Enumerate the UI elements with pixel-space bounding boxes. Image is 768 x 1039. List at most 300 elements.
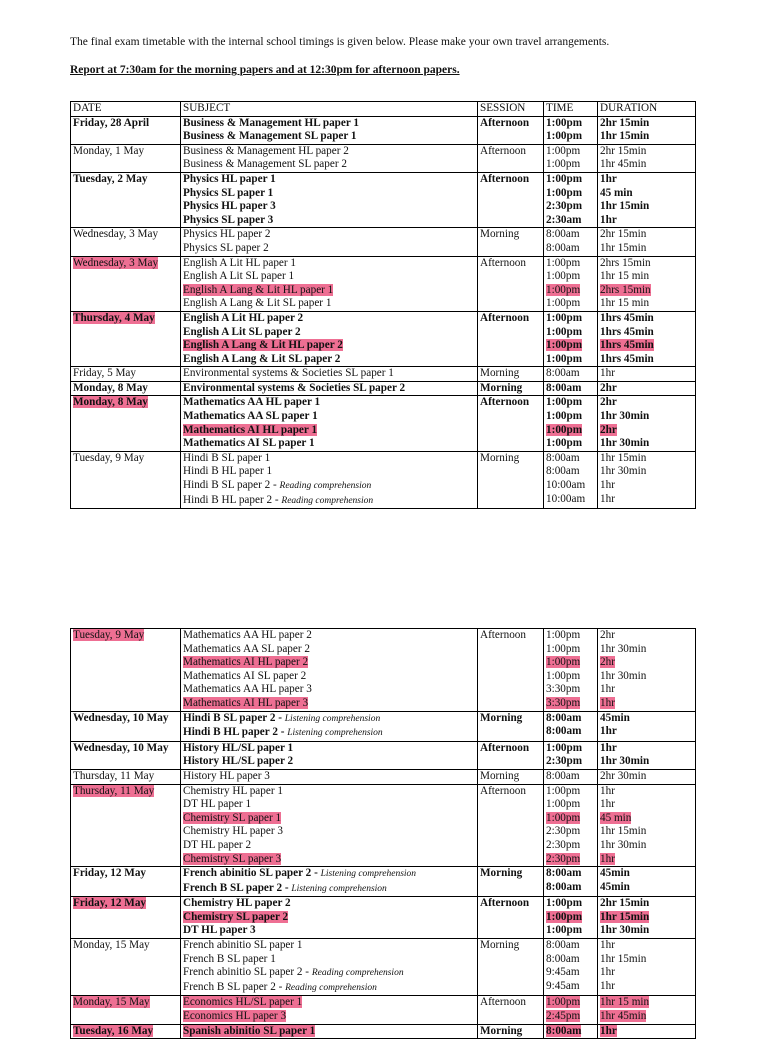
time-line — [546, 339, 595, 353]
duration-line — [600, 939, 693, 953]
subject-line — [183, 145, 475, 159]
exam-duration: 1hr — [600, 696, 615, 709]
subject-line — [183, 479, 475, 494]
duration-line — [600, 173, 693, 187]
table-row — [71, 228, 696, 256]
exam-time: 1:00pm — [546, 669, 581, 682]
subject-line — [183, 382, 475, 396]
exam-time: 8:00am — [546, 711, 582, 724]
exam-time: 1:00pm — [546, 656, 581, 669]
time-line — [546, 725, 595, 739]
date-cell — [71, 769, 181, 784]
duration-cell — [598, 116, 696, 144]
exam-date: Monday, 8 May — [73, 396, 148, 409]
exam-duration: 1hr — [600, 966, 615, 979]
exam-duration: 1hr 15min — [600, 451, 647, 464]
subject-line — [183, 742, 475, 756]
subject-cell — [181, 1024, 478, 1039]
duration-line — [600, 228, 693, 242]
subject-line — [183, 312, 475, 326]
table-row — [71, 367, 696, 382]
subject-line — [183, 214, 475, 228]
time-line — [546, 643, 595, 657]
exam-time: 1:00pm — [546, 325, 583, 338]
header-session: SESSION — [478, 102, 544, 117]
exam-time: 1:00pm — [546, 811, 581, 824]
header-subject: SUBJECT — [181, 102, 478, 117]
time-line — [546, 629, 595, 643]
duration-line — [600, 683, 693, 697]
subject-name: Business & Management HL paper 2 — [183, 144, 349, 157]
exam-session: Afternoon — [480, 311, 530, 324]
duration-line — [600, 812, 693, 826]
header-time: TIME — [544, 102, 598, 117]
exam-duration: 1hr — [600, 725, 617, 738]
subject-name: Environmental systems & Societies SL paper 2 — [183, 381, 406, 394]
subject-name: Mathematics AI HL paper 2 — [183, 656, 309, 669]
time-line — [546, 881, 595, 895]
time-line — [546, 326, 595, 340]
time-line — [546, 158, 595, 172]
subject-name: Mathematics AA SL paper 1 — [183, 410, 318, 423]
exam-time: 1:00pm — [546, 437, 583, 450]
exam-session: Morning — [480, 228, 520, 241]
time-line — [546, 452, 595, 466]
exam-date: Thursday, 11 May — [73, 784, 155, 797]
subject-name: Chemistry HL paper 1 — [183, 784, 283, 797]
time-line — [546, 200, 595, 214]
subject-name: History HL/SL paper 2 — [183, 755, 294, 768]
table-row — [71, 784, 696, 867]
subject-line — [183, 424, 475, 438]
subject-name: Mathematics AI SL paper 1 — [183, 437, 315, 450]
subject-name: Business & Management SL paper 1 — [183, 130, 357, 143]
exam-duration: 1hr — [600, 1024, 617, 1037]
subject-line — [183, 953, 475, 967]
subject-name: History HL paper 3 — [183, 769, 270, 782]
subject-name: Chemistry HL paper 2 — [183, 897, 291, 910]
duration-line — [600, 643, 693, 657]
duration-line — [600, 712, 693, 726]
exam-time: 1:00pm — [546, 352, 583, 365]
exam-duration: 1hr 30min — [600, 642, 647, 655]
subject-name: English A Lit SL paper 1 — [183, 270, 295, 283]
time-line — [546, 257, 595, 271]
session-cell — [478, 784, 544, 867]
header-duration: DURATION — [598, 102, 696, 117]
time-cell — [544, 172, 598, 227]
duration-line — [600, 911, 693, 925]
subject-line — [183, 1010, 475, 1024]
subject-line — [183, 911, 475, 925]
exam-date: Tuesday, 9 May — [73, 451, 145, 464]
table-row — [71, 897, 696, 939]
exam-session: Morning — [480, 451, 520, 464]
duration-line — [600, 798, 693, 812]
subject-cell — [181, 897, 478, 939]
table-row — [71, 769, 696, 784]
duration-cell — [598, 311, 696, 366]
time-line — [546, 437, 595, 451]
subject-line — [183, 228, 475, 242]
subject-name: DT HL paper 3 — [183, 924, 256, 937]
duration-line — [600, 312, 693, 326]
exam-time: 8:00am — [546, 1024, 582, 1037]
table-row — [71, 381, 696, 396]
subject-line — [183, 326, 475, 340]
duration-cell — [598, 1024, 696, 1039]
exam-duration: 1hr — [600, 367, 615, 380]
session-cell — [478, 996, 544, 1024]
time-cell — [544, 711, 598, 741]
subject-cell — [181, 381, 478, 396]
subject-line — [183, 798, 475, 812]
duration-line — [600, 670, 693, 684]
time-cell — [544, 451, 598, 508]
subject-name: DT HL paper 2 — [183, 838, 252, 851]
subject-note: Reading comprehension — [281, 495, 374, 506]
date-cell — [71, 256, 181, 311]
subject-cell — [181, 228, 478, 256]
time-line — [546, 479, 595, 493]
duration-line — [600, 339, 693, 353]
duration-line — [600, 130, 693, 144]
time-line — [546, 839, 595, 853]
duration-line — [600, 770, 693, 784]
subject-line — [183, 242, 475, 256]
duration-cell — [598, 367, 696, 382]
subject-line — [183, 494, 475, 509]
subject-cell — [181, 711, 478, 741]
subject-cell — [181, 367, 478, 382]
exam-duration: 2hrs 15min — [600, 256, 651, 269]
exam-duration: 1hr — [600, 479, 615, 492]
subject-line — [183, 410, 475, 424]
exam-date: Thursday, 4 May — [73, 311, 155, 324]
session-cell — [478, 867, 544, 897]
duration-cell — [598, 996, 696, 1024]
exam-duration: 1hr 30min — [600, 410, 650, 423]
subject-name: Hindi B HL paper 2 - — [183, 493, 282, 506]
duration-line — [600, 284, 693, 298]
exam-date: Friday, 28 April — [73, 116, 150, 129]
subject-line — [183, 726, 475, 741]
date-cell — [71, 381, 181, 396]
duration-cell — [598, 144, 696, 172]
exam-date: Tuesday, 9 May — [73, 629, 145, 641]
subject-line — [183, 257, 475, 271]
exam-duration: 1hr 30min — [600, 465, 647, 478]
duration-line — [600, 424, 693, 438]
exam-time: 10:00am — [546, 479, 586, 492]
exam-time: 1:00pm — [546, 996, 581, 1009]
exam-time: 3:30pm — [546, 696, 581, 709]
subject-line — [183, 117, 475, 131]
duration-line — [600, 187, 693, 201]
header-date: DATE — [71, 102, 181, 117]
subject-name: English A Lang & Lit HL paper 1 — [183, 283, 334, 296]
exam-date: Wednesday, 3 May — [73, 256, 159, 269]
exam-time: 2:30am — [546, 213, 582, 226]
exam-date: Wednesday, 3 May — [73, 228, 159, 241]
exam-session: Afternoon — [480, 784, 526, 797]
subject-line — [183, 697, 475, 711]
exam-duration: 1hr 30min — [600, 669, 647, 682]
exam-duration: 1hr — [600, 784, 615, 797]
duration-line — [600, 897, 693, 911]
subject-name: Mathematics AI HL paper 3 — [183, 696, 309, 709]
date-cell — [71, 996, 181, 1024]
time-cell — [544, 367, 598, 382]
time-line — [546, 867, 595, 881]
time-cell — [544, 996, 598, 1024]
date-cell — [71, 116, 181, 144]
duration-cell — [598, 711, 696, 741]
subject-name: Mathematics AA HL paper 2 — [183, 629, 312, 641]
duration-line — [600, 242, 693, 256]
exam-time: 1:00pm — [546, 144, 581, 157]
subject-line — [183, 656, 475, 670]
duration-line — [600, 980, 693, 994]
time-line — [546, 270, 595, 284]
time-line — [546, 1010, 595, 1024]
time-cell — [544, 311, 598, 366]
subject-name: French abinitio SL paper 1 — [183, 939, 303, 952]
time-line — [546, 812, 595, 826]
exam-session: Afternoon — [480, 144, 526, 157]
exam-date: Wednesday, 10 May — [73, 711, 169, 724]
time-line — [546, 953, 595, 967]
subject-name: Spanish abinitio SL paper 1 — [183, 1024, 316, 1037]
exam-time: 8:00am — [546, 952, 580, 965]
exam-time: 1:00pm — [546, 642, 581, 655]
subject-note: Reading comprehension — [285, 982, 377, 993]
table-row — [71, 451, 696, 508]
subject-line — [183, 981, 475, 996]
exam-duration: 1hr — [600, 492, 615, 505]
time-line — [546, 410, 595, 424]
exam-time: 2:30pm — [546, 200, 583, 213]
exam-duration: 45 min — [600, 186, 633, 199]
exam-duration: 2hr 15min — [600, 897, 650, 910]
subject-cell — [181, 396, 478, 451]
session-cell — [478, 711, 544, 741]
exam-time: 1:00pm — [546, 798, 581, 811]
exam-time: 1:00pm — [546, 270, 581, 283]
exam-time: 1:00pm — [546, 116, 583, 129]
exam-time: 9:45am — [546, 966, 580, 979]
subject-cell — [181, 769, 478, 784]
subject-name: Business & Management SL paper 2 — [183, 158, 347, 171]
date-cell — [71, 172, 181, 227]
session-cell — [478, 381, 544, 396]
exam-duration: 2hr — [600, 396, 617, 409]
subject-line — [183, 867, 475, 882]
time-cell — [544, 769, 598, 784]
time-line — [546, 242, 595, 256]
session-cell — [478, 451, 544, 508]
subject-line — [183, 853, 475, 867]
exam-duration: 1hrs 45min — [600, 325, 654, 338]
subject-name: Mathematics AI HL paper 1 — [183, 423, 318, 436]
exam-duration: 1hr 30min — [600, 924, 650, 937]
exam-duration: 1hr 15min — [600, 910, 650, 923]
date-cell — [71, 741, 181, 769]
subject-cell — [181, 867, 478, 897]
time-line — [546, 712, 595, 726]
table-row — [71, 311, 696, 366]
subject-note: Reading comprehension — [311, 968, 404, 979]
subject-line — [183, 683, 475, 697]
exam-session: Afternoon — [480, 116, 530, 129]
exam-session: Morning — [480, 367, 520, 380]
table-row — [71, 396, 696, 451]
duration-line — [600, 629, 693, 643]
session-cell — [478, 367, 544, 382]
exam-timetable-table-1 — [70, 101, 696, 509]
exam-time: 1:00pm — [546, 784, 581, 797]
time-line — [546, 742, 595, 756]
exam-duration: 1hr 15min — [600, 825, 647, 838]
subject-line — [183, 297, 475, 311]
duration-line — [600, 742, 693, 756]
exam-time: 1:00pm — [546, 396, 583, 409]
exam-duration: 1hr 15min — [600, 130, 650, 143]
exam-duration: 1hr — [600, 741, 617, 754]
exam-time: 8:00am — [546, 867, 582, 880]
date-cell — [71, 1024, 181, 1039]
exam-time: 2:45pm — [546, 1010, 581, 1023]
time-cell — [544, 1024, 598, 1039]
table-row — [71, 711, 696, 741]
subject-line — [183, 812, 475, 826]
exam-duration: 2hr 15min — [600, 228, 647, 241]
subject-name: Mathematics AA SL paper 2 — [183, 642, 310, 655]
subject-line — [183, 437, 475, 451]
subject-name: French abinitio SL paper 2 - — [183, 966, 312, 979]
exam-duration: 2hr — [600, 423, 617, 436]
subject-note: Listening comprehension — [291, 883, 387, 894]
subject-line — [183, 452, 475, 466]
exam-session: Morning — [480, 867, 523, 880]
duration-cell — [598, 256, 696, 311]
exam-session: Afternoon — [480, 396, 530, 409]
exam-duration: 1hr — [600, 798, 615, 811]
duration-line — [600, 493, 693, 507]
exam-duration: 45min — [600, 867, 630, 880]
duration-cell — [598, 451, 696, 508]
exam-session: Afternoon — [480, 172, 530, 185]
date-cell — [71, 784, 181, 867]
session-cell — [478, 1024, 544, 1039]
exam-time: 8:00am — [546, 241, 580, 254]
subject-name: English A Lit HL paper 1 — [183, 256, 296, 269]
duration-line — [600, 382, 693, 396]
duration-line — [600, 867, 693, 881]
exam-session: Afternoon — [480, 629, 526, 641]
duration-line — [600, 257, 693, 271]
subject-cell — [181, 144, 478, 172]
duration-line — [600, 465, 693, 479]
subject-name: English A Lit HL paper 2 — [183, 311, 304, 324]
duration-cell — [598, 629, 696, 712]
exam-date: Friday, 12 May — [73, 897, 147, 910]
time-line — [546, 911, 595, 925]
time-cell — [544, 144, 598, 172]
exam-time: 2:30pm — [546, 825, 581, 838]
exam-time: 8:00am — [546, 381, 582, 394]
subject-line — [183, 367, 475, 381]
duration-line — [600, 825, 693, 839]
table-row — [71, 116, 696, 144]
subject-line — [183, 966, 475, 981]
subject-cell — [181, 996, 478, 1024]
exam-duration: 45 min — [600, 811, 632, 824]
exam-date: Monday, 1 May — [73, 144, 145, 157]
exam-date: Tuesday, 2 May — [73, 172, 148, 185]
exam-time: 1:00pm — [546, 130, 583, 143]
subject-name: Mathematics AA HL paper 3 — [183, 683, 312, 696]
exam-duration: 1hr — [600, 172, 617, 185]
subject-name: Chemistry HL paper 3 — [183, 825, 283, 838]
time-line — [546, 465, 595, 479]
time-line — [546, 785, 595, 799]
time-line — [546, 130, 595, 144]
date-cell — [71, 396, 181, 451]
subject-name: Chemistry SL paper 1 — [183, 811, 282, 824]
session-cell — [478, 629, 544, 712]
date-cell — [71, 867, 181, 897]
exam-session: Morning — [480, 1024, 523, 1037]
date-cell — [71, 939, 181, 996]
subject-name: History HL/SL paper 1 — [183, 741, 294, 754]
duration-cell — [598, 897, 696, 939]
duration-line — [600, 785, 693, 799]
session-cell — [478, 228, 544, 256]
exam-duration: 1hr 15min — [600, 952, 647, 965]
duration-line — [600, 200, 693, 214]
table-row — [71, 172, 696, 227]
subject-cell — [181, 451, 478, 508]
subject-note: Reading comprehension — [279, 481, 372, 492]
duration-cell — [598, 396, 696, 451]
subject-note: Listening comprehension — [320, 869, 417, 880]
exam-time: 1:00pm — [546, 897, 583, 910]
exam-session: Afternoon — [480, 256, 526, 269]
exam-time: 1:00pm — [546, 311, 583, 324]
subject-name: Chemistry SL paper 3 — [183, 852, 282, 865]
subject-name: Physics SL paper 3 — [183, 213, 274, 226]
subject-line — [183, 187, 475, 201]
exam-duration: 45min — [600, 711, 630, 724]
session-cell — [478, 256, 544, 311]
duration-cell — [598, 769, 696, 784]
time-line — [546, 367, 595, 381]
subject-line — [183, 339, 475, 353]
time-line — [546, 1025, 595, 1039]
exam-time: 3:30pm — [546, 683, 581, 696]
date-cell — [71, 897, 181, 939]
session-cell — [478, 769, 544, 784]
duration-cell — [598, 741, 696, 769]
duration-cell — [598, 939, 696, 996]
time-cell — [544, 784, 598, 867]
duration-line — [600, 697, 693, 711]
time-line — [546, 353, 595, 367]
date-cell — [71, 711, 181, 741]
duration-line — [600, 270, 693, 284]
time-line — [546, 996, 595, 1010]
